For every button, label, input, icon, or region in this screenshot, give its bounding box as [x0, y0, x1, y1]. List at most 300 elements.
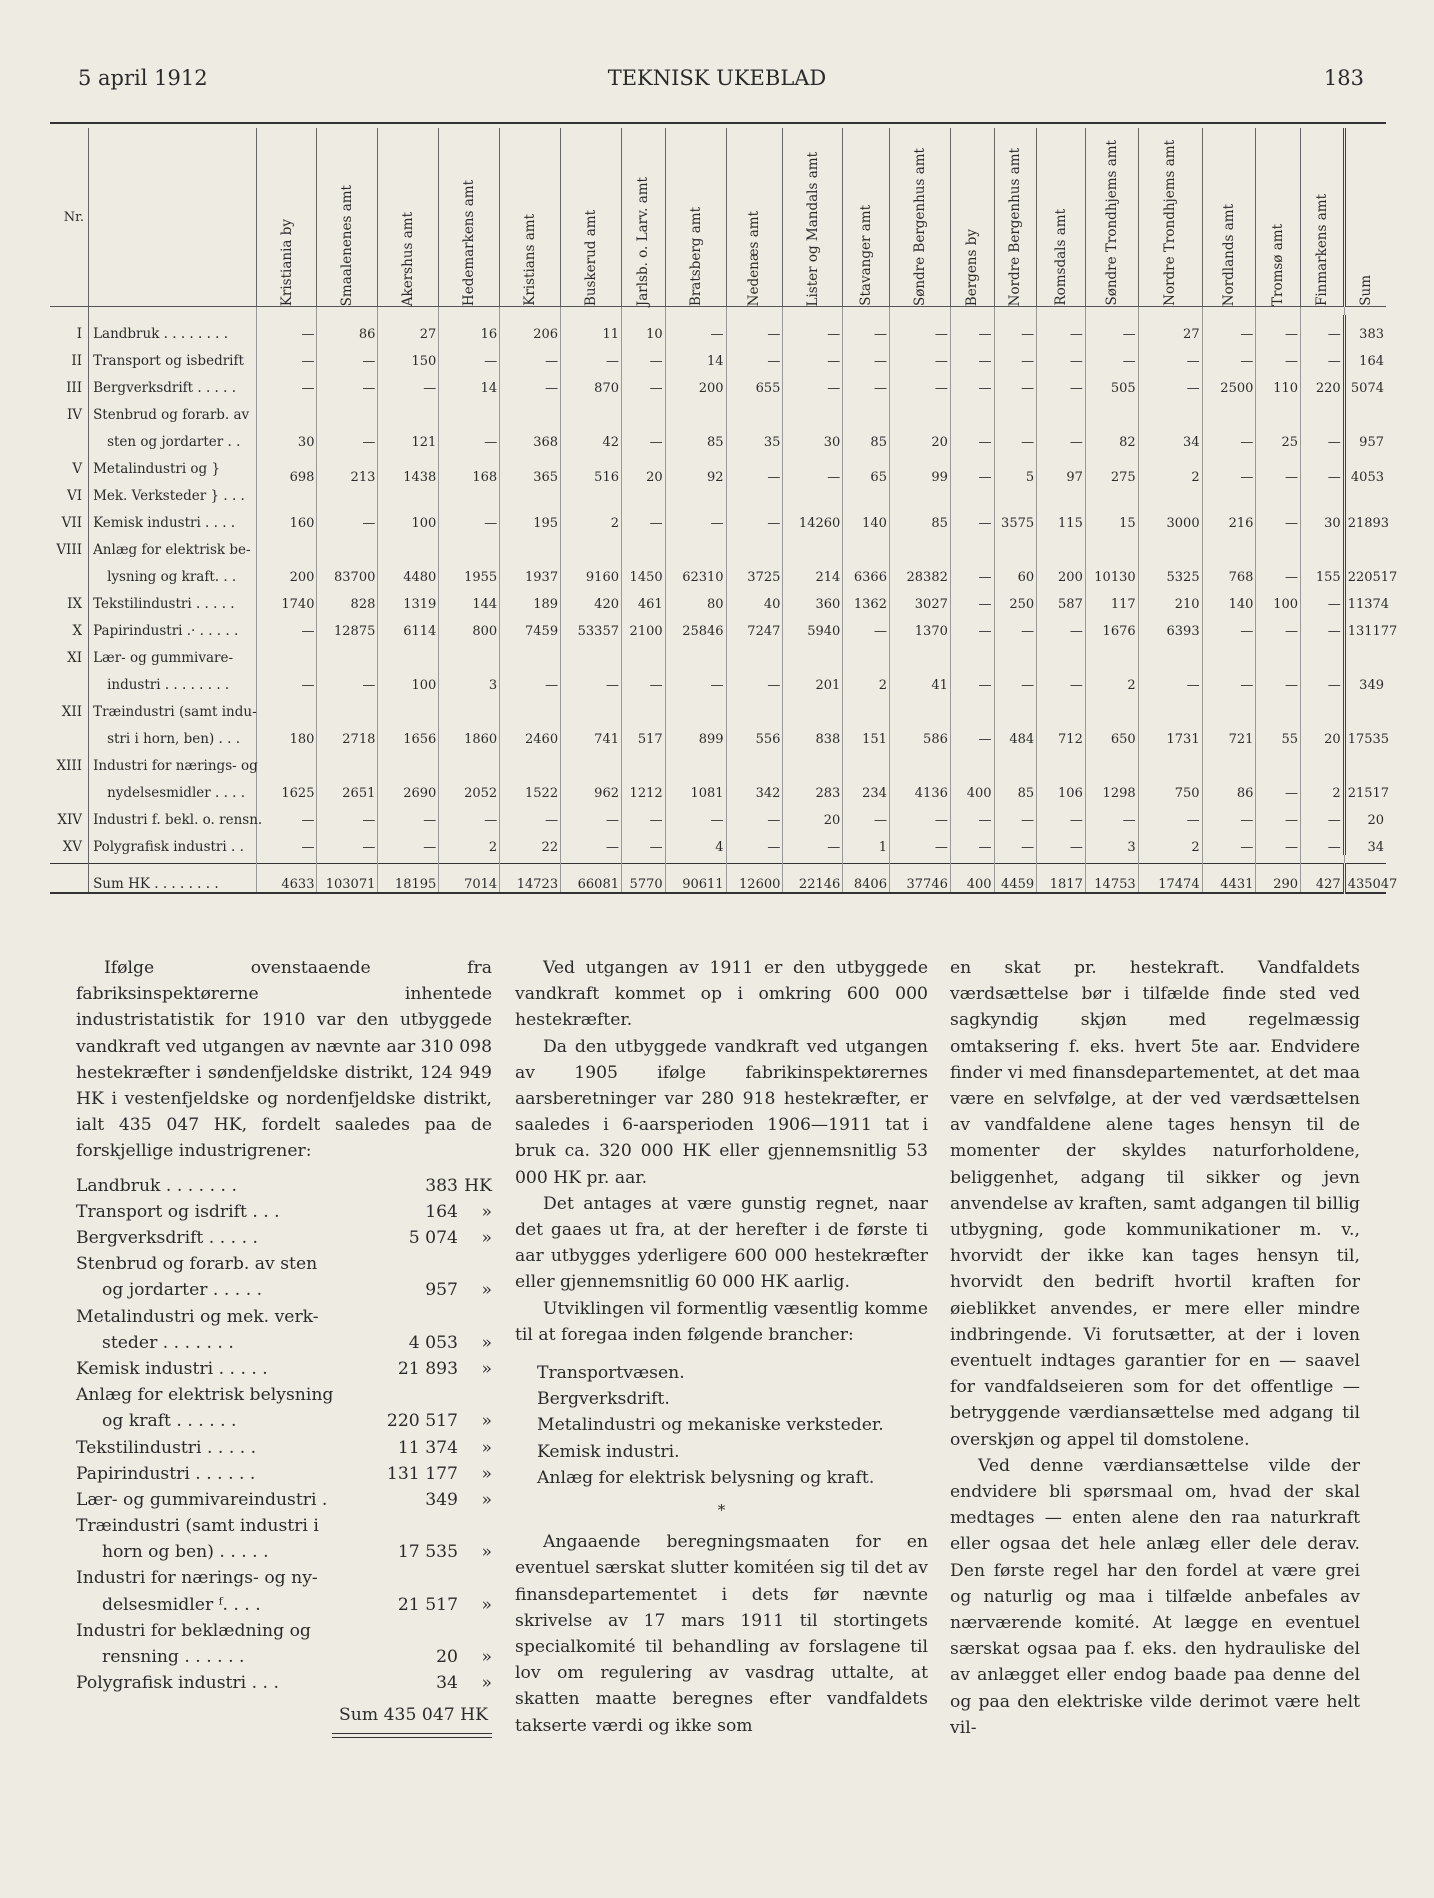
table-cell: 1731	[1138, 720, 1202, 747]
journal-title: TEKNISK UKEBLAD	[607, 66, 827, 90]
table-cell	[500, 639, 561, 666]
table-cell	[561, 747, 622, 774]
sum-cell: 1817	[1037, 864, 1086, 894]
table-cell: —	[783, 315, 843, 342]
list-item-unit	[458, 1304, 492, 1330]
row-label: Metalindustri og }	[89, 450, 257, 477]
table-cell: 2	[561, 504, 622, 531]
table-row	[50, 531, 1386, 558]
table-cell	[783, 531, 843, 558]
branch-item: Transportvæsen.	[537, 1363, 685, 1384]
table-cell	[1138, 396, 1202, 423]
table-cell: 11	[561, 315, 622, 342]
list-item-value: 220 517	[386, 1411, 458, 1432]
sum-label: Sum HK . . . . . . . .	[89, 864, 257, 894]
table-cell	[950, 396, 994, 423]
table-cell: 14	[439, 369, 500, 396]
table-cell: 4136	[889, 774, 950, 801]
table-cell: 168	[439, 450, 500, 504]
table-cell: 201	[783, 666, 843, 693]
col2-paragraph-1: Ved utgangen av 1911 er den utbyggede vandkraft kommet op i omkring 600 000 hestekræfter.	[515, 958, 928, 1031]
table-cell: 2460	[500, 720, 561, 747]
table-cell: 17535	[1344, 720, 1386, 747]
column-header	[378, 128, 439, 307]
list-item-label: Kemisk industri . . . . .	[76, 1358, 268, 1379]
intro-paragraph: Ifølge ovenstaaende fra fabriksinspektørerne inhentede industristatistik for 1910 var den utbyggede vandkraft ved utgangen av nævnte aar 310 098 hestekræfter i søndenfjeldske distrikt, 124 949 HK i vestenfjeldske og nordenfjeldske distrikt, ialt 435 047 HK, fordelt saaledes paa de forskjellige industrigrener:	[76, 958, 492, 1162]
table-cell: 62310	[665, 558, 726, 585]
row-label: Tekstilindustri . . . . .	[89, 585, 257, 612]
table-cell: 1740	[256, 585, 317, 612]
table-cell	[726, 396, 783, 423]
table-cell: —	[1301, 828, 1345, 855]
table-cell: —	[1256, 828, 1301, 855]
statistics-table	[50, 128, 1398, 894]
table-cell: 5074	[1344, 369, 1386, 396]
table-cell	[317, 531, 378, 558]
column-header-text: Nordlands amt	[1220, 203, 1237, 306]
table-cell: 83700	[317, 558, 378, 585]
table-cell	[1085, 396, 1138, 423]
table-cell: 2	[1301, 774, 1345, 801]
list-item-value: 17 535	[397, 1542, 458, 1563]
table-cell	[1301, 396, 1345, 423]
table-cell: —	[726, 801, 783, 828]
column-3	[950, 955, 1360, 1741]
top-rule	[50, 122, 1386, 124]
list-item-value: 21 517	[397, 1594, 458, 1615]
list-item-value: 164	[425, 1201, 458, 1222]
table-cell: —	[561, 666, 622, 693]
table-cell: —	[1037, 423, 1086, 450]
table-cell: —	[1301, 315, 1345, 342]
list-item	[76, 1330, 492, 1356]
table-cell	[378, 639, 439, 666]
branch-item: Bergverksdrift.	[537, 1389, 670, 1410]
table-cell: —	[1256, 612, 1301, 639]
table-cell: 516	[561, 450, 622, 504]
table-cell: —	[1085, 342, 1138, 369]
table-cell	[889, 396, 950, 423]
table-cell: 2651	[317, 774, 378, 801]
table-row	[50, 369, 1386, 396]
sum-cell: 37746	[889, 864, 950, 894]
table-cell: —	[1037, 801, 1086, 828]
table-cell: 42	[561, 423, 622, 450]
sum-row	[50, 864, 1386, 894]
table-cell	[1256, 639, 1301, 666]
column-header-text: Romsdals amt	[1053, 209, 1069, 306]
table-cell: 106	[1037, 774, 1086, 801]
table-cell: —	[500, 342, 561, 369]
table-cell: 25	[1256, 423, 1301, 450]
table-cell: 283	[783, 774, 843, 801]
sum-cell: 290	[1256, 864, 1301, 894]
table-cell	[665, 396, 726, 423]
table-cell: 41	[889, 666, 950, 693]
table-cell	[1301, 747, 1345, 774]
table-cell: —	[1202, 423, 1256, 450]
table-row	[50, 747, 1386, 774]
row-number	[50, 774, 89, 801]
table-cell: 1212	[622, 774, 666, 801]
table-cell: 1298	[1085, 774, 1138, 801]
table-cell: —	[994, 315, 1037, 342]
table-cell: 85	[889, 504, 950, 531]
list-item-value: 349	[425, 1489, 458, 1510]
table-cell: —	[1138, 666, 1202, 693]
table-cell	[1344, 639, 1386, 666]
table-cell: 86	[317, 315, 378, 342]
table-cell	[1037, 747, 1086, 774]
col2-paragraph-5: Angaaende beregningsmaaten for en eventuel særskat slutter komitéen sig til det av finansdepartementet i dets før nævnte skrivelse av 17 mars 1911 til stortingets specialkomité til behandling av forslagene til lov om regulering av vasdrag uttalte, at skatten maatte beregnes efter vandfaldets takserte værdi og ikke som	[515, 1532, 928, 1736]
table-cell	[726, 693, 783, 720]
branch-item: Metalindustri og mekaniske verksteder.	[537, 1415, 884, 1436]
table-cell: —	[256, 801, 317, 828]
table-cell: —	[950, 666, 994, 693]
table-cell: 650	[1085, 720, 1138, 747]
table-cell: —	[1301, 423, 1345, 450]
list-item-label: og kraft . . . . . .	[102, 1411, 237, 1432]
table-cell: —	[1037, 342, 1086, 369]
table-cell: —	[950, 612, 994, 639]
table-cell: 14	[665, 342, 726, 369]
table-cell	[439, 693, 500, 720]
row-number: XV	[62, 839, 83, 855]
table-cell: 10	[622, 315, 666, 342]
table-cell: —	[726, 315, 783, 342]
list-item	[76, 1644, 492, 1670]
table-cell: 1319	[378, 585, 439, 612]
table-cell: 220	[1301, 369, 1345, 396]
table-cell	[256, 747, 317, 774]
list-item	[76, 1225, 492, 1251]
row-number: X	[72, 623, 83, 639]
list-item	[76, 1487, 492, 1513]
table-cell: —	[439, 423, 500, 450]
table-cell: 11374	[1344, 585, 1386, 612]
list-item-value	[378, 1382, 458, 1408]
table-cell: 349	[1344, 666, 1386, 693]
table-cell: 180	[256, 720, 317, 747]
table-cell	[500, 396, 561, 423]
list-item-label: rensning . . . . . .	[102, 1647, 245, 1667]
row-label: Industri f. bekl. o. rensn.	[89, 801, 257, 828]
col3-paragraph-1: en skat pr. hestekraft. Vandfaldets værdsættelse bør i tilfælde finde sted ved sagkyndig skjøn med regelmæssig omtaksering f. eks. hvert 5te aar. Endvidere finder vi med finansdepartementet, at det maa være en selvfølge, at der ved værdsættelsen av vandfaldene alene tages hensyn til de momenter der skyldes naturforholdene, beliggenhet, adgang til sikker og jevn anvendelse av kraften, samt adgangen til billig utbygning, gode kommunikationer m. v., hvorvidt der ikke kan tages hensyn til, hvorvidt den bedrift hvortil kraften for øieblikket anvendes, er mere eller mindre indbringende. Vi forutsætter, at der i loven eventuelt indtages garantier for en — saavel for vandfaldseieren som for det offentlige — betryggende værdiansættelse med adgang til overskjøn og appel til domstolene.	[950, 958, 1360, 1450]
column-header	[726, 128, 783, 307]
column-header	[783, 128, 843, 307]
row-number: VIII	[56, 542, 83, 558]
table-cell: 234	[843, 774, 890, 801]
table-cell: —	[843, 369, 890, 396]
table-cell: 20	[783, 801, 843, 828]
table-cell: 5325	[1138, 558, 1202, 585]
list-item-value: 20	[436, 1647, 458, 1667]
table-cell: 164	[1344, 342, 1386, 369]
table-cell	[1256, 531, 1301, 558]
table-cell: —	[665, 666, 726, 693]
table-header-row	[50, 128, 1386, 307]
table-cell: —	[665, 801, 726, 828]
table-cell: —	[843, 801, 890, 828]
table-cell: —	[843, 342, 890, 369]
table-cell: —	[1256, 342, 1301, 369]
column-header	[1202, 128, 1256, 307]
list-item-unit: »	[481, 1673, 492, 1694]
table-cell	[622, 747, 666, 774]
section-divider: *	[717, 1501, 726, 1520]
column-header-text: Smaalenenes amt	[339, 184, 356, 306]
column-header-text: Finmarkens amt	[1313, 193, 1330, 306]
table-cell	[1301, 639, 1345, 666]
table-cell: 213	[317, 450, 378, 504]
table-cell	[1202, 747, 1256, 774]
table-cell	[622, 396, 666, 423]
table-cell: 962	[561, 774, 622, 801]
col3-paragraph-2: Ved denne værdiansættelse vilde der endvidere bli spørsmaal om, hvad der skal medtages — enten alene den raa naturkraft eller ogsaa det hele anlæg eller dele derav. Den første regel har den fordel at være grei og naturlig og maa i tilfælde anbefales av nærværende komité. At lægge en eventuel særskat ogsaa paa f. eks. den hydrauliske del av anlægget eller endog baade paa denne del og paa den elektriske vilde derimot være helt vil-	[950, 1455, 1360, 1738]
column-header-text: Søndre Bergenhus amt	[911, 147, 928, 306]
list-item-label: Træindustri (samt industri i	[76, 1516, 319, 1537]
table-cell: —	[843, 315, 890, 342]
table-cell: 30	[1301, 504, 1345, 531]
industry-list	[76, 1173, 492, 1697]
row-number: V	[72, 461, 83, 477]
table-cell: —	[783, 828, 843, 855]
table-cell: 20	[1301, 720, 1345, 747]
table-cell: —	[439, 342, 500, 369]
table-cell	[843, 396, 890, 423]
table-cell: —	[1037, 666, 1086, 693]
column-header	[1301, 128, 1345, 307]
sum-cell: 66081	[561, 864, 622, 894]
column-header	[500, 128, 561, 307]
table-cell: 85	[843, 423, 890, 450]
table-cell	[317, 693, 378, 720]
table-cell: 2	[439, 828, 500, 855]
table-cell	[843, 639, 890, 666]
row-label: Landbruk . . . . . . . .	[89, 315, 257, 342]
table-cell	[1202, 693, 1256, 720]
table-cell: 16	[439, 315, 500, 342]
column-header-text: Bergens by	[964, 228, 981, 306]
sum-cell: 14723	[500, 864, 561, 894]
list-item	[76, 1199, 492, 1225]
table-row	[50, 801, 1386, 828]
table-cell: 484	[994, 720, 1037, 747]
table-cell: 151	[843, 720, 890, 747]
table-cell	[994, 396, 1037, 423]
column-header	[317, 128, 378, 307]
table-cell: 22	[500, 828, 561, 855]
list-item	[76, 1382, 492, 1408]
table-cell	[439, 396, 500, 423]
table-cell: 34	[1138, 423, 1202, 450]
table-cell: —	[1037, 369, 1086, 396]
list-item-unit: »	[481, 1594, 492, 1615]
column-header-text: Akershus amt	[400, 211, 417, 306]
table-cell: 35	[726, 423, 783, 450]
table-cell: 1656	[378, 720, 439, 747]
table-cell: 5	[994, 450, 1037, 504]
list-item-label: horn og ben) . . . . .	[102, 1542, 269, 1563]
table-cell: 4480	[378, 558, 439, 585]
table-row	[50, 720, 1386, 747]
table-cell: —	[726, 828, 783, 855]
row-number: IX	[67, 596, 83, 612]
row-label: Kemisk industri . . . .	[89, 504, 257, 531]
table-cell	[622, 639, 666, 666]
table-cell	[500, 693, 561, 720]
table-cell: 2718	[317, 720, 378, 747]
sum-cell: 5770	[622, 864, 666, 894]
table-cell	[889, 693, 950, 720]
row-label: sten og jordarter . .	[89, 423, 257, 450]
list-item	[76, 1565, 492, 1591]
table-cell: 131177	[1344, 612, 1386, 639]
table-cell: —	[950, 828, 994, 855]
table-cell: —	[950, 504, 994, 531]
table-cell: —	[994, 801, 1037, 828]
column-header	[439, 128, 500, 307]
table-cell: 586	[889, 720, 950, 747]
table-cell: —	[256, 828, 317, 855]
sum-cell: 4459	[994, 864, 1037, 894]
table-cell	[726, 639, 783, 666]
column-header-text: Lister og Mandals amt	[804, 151, 821, 306]
table-cell	[1256, 396, 1301, 423]
list-item-unit: »	[481, 1437, 492, 1458]
table-cell: 65	[843, 450, 890, 504]
column-header-text: Jarlsb. o. Larv. amt	[635, 176, 652, 306]
sum-cell: 4431	[1202, 864, 1256, 894]
table-cell: —	[1037, 315, 1086, 342]
table-cell: 1522	[500, 774, 561, 801]
table-cell: 30	[783, 423, 843, 450]
table-cell: 200	[256, 558, 317, 585]
table-cell: 85	[994, 774, 1037, 801]
table-cell: —	[1202, 828, 1256, 855]
row-label: Industri for nærings- og	[89, 747, 257, 774]
sum-cell: 400	[950, 864, 994, 894]
table-cell	[1085, 747, 1138, 774]
table-row	[50, 342, 1386, 369]
column-1	[76, 955, 492, 1738]
row-label: Papirindustri .· . . . . .	[89, 612, 257, 639]
table-cell: —	[726, 504, 783, 531]
table-cell: —	[622, 504, 666, 531]
table-cell: 200	[665, 369, 726, 396]
table-cell: 870	[561, 369, 622, 396]
table-cell: 383	[1344, 315, 1386, 342]
table-cell: 27	[378, 315, 439, 342]
table-cell: 3575	[994, 504, 1037, 531]
column-header	[1344, 128, 1386, 307]
table-row	[50, 315, 1386, 342]
column-header	[1256, 128, 1301, 307]
row-label: Træindustri (samt indu-	[89, 693, 257, 720]
table-cell: 1370	[889, 612, 950, 639]
list-item-unit	[458, 1382, 492, 1408]
list-item-value: 5 074	[408, 1228, 458, 1248]
table-cell: —	[256, 315, 317, 342]
table-cell	[439, 531, 500, 558]
table-cell: 25846	[665, 612, 726, 639]
row-number: VI	[66, 488, 83, 504]
table-cell: 110	[1256, 369, 1301, 396]
table-cell: 21893	[1344, 504, 1386, 531]
table-cell: 838	[783, 720, 843, 747]
column-header-text: Buskerud amt	[583, 209, 600, 306]
table-cell	[317, 396, 378, 423]
table-cell: —	[317, 801, 378, 828]
list-item-value	[378, 1618, 458, 1644]
table-cell: 698	[256, 450, 317, 504]
table-cell: —	[378, 828, 439, 855]
sum-cell: 14753	[1085, 864, 1138, 894]
table-cell: 1438	[378, 450, 439, 504]
list-item-label: Bergverksdrift . . . . .	[76, 1228, 258, 1248]
list-item-unit: »	[481, 1647, 492, 1667]
table-cell	[994, 693, 1037, 720]
list-item-label: Industri for beklædning og	[76, 1620, 311, 1641]
table-cell: 10130	[1085, 558, 1138, 585]
table-cell: —	[1301, 612, 1345, 639]
table-cell: —	[994, 423, 1037, 450]
col2-paragraph-4: Utviklingen vil formentlig væsentlig komme til at foregaa inden følgende brancher:	[515, 1298, 928, 1345]
column-header	[950, 128, 994, 307]
table-cell: —	[665, 315, 726, 342]
table-cell: 99	[889, 450, 950, 504]
table-cell: 55	[1256, 720, 1301, 747]
table-cell	[1037, 693, 1086, 720]
table-cell: —	[1202, 315, 1256, 342]
table-cell: 2500	[1202, 369, 1256, 396]
row-label: Bergverksdrift . . . . .	[89, 369, 257, 396]
table-row	[50, 666, 1386, 693]
table-cell: —	[1138, 342, 1202, 369]
column-header	[665, 128, 726, 307]
table-cell: 2100	[622, 612, 666, 639]
table-cell	[783, 747, 843, 774]
table-cell: 210	[1138, 585, 1202, 612]
table-cell	[1256, 747, 1301, 774]
row-label: Stenbrud og forarb. av	[89, 396, 257, 423]
table-cell: —	[889, 828, 950, 855]
column-header-text: Bratsberg amt	[687, 206, 704, 306]
sum-cell: 103071	[317, 864, 378, 894]
row-label: Mek. Verksteder } . . .	[89, 477, 257, 504]
list-item-unit: »	[481, 1280, 492, 1301]
table-cell: —	[889, 369, 950, 396]
list-item-label: Lær- og gummivareindustri .	[76, 1489, 328, 1510]
table-cell: —	[1202, 666, 1256, 693]
table-cell: 20	[889, 423, 950, 450]
column-header	[1037, 128, 1086, 307]
column-header-text: Kristiania by	[278, 218, 295, 306]
table-cell	[256, 396, 317, 423]
table-cell: —	[1138, 369, 1202, 396]
table-cell	[1037, 639, 1086, 666]
table-row	[50, 639, 1386, 666]
table-cell: 140	[1202, 585, 1256, 612]
row-number	[50, 666, 89, 693]
table-cell: 368	[500, 423, 561, 450]
table-cell: —	[950, 720, 994, 747]
sum-cell: 8406	[843, 864, 890, 894]
table-row	[50, 693, 1386, 720]
table-cell: —	[994, 369, 1037, 396]
table-cell: 7459	[500, 612, 561, 639]
table-cell	[1301, 531, 1345, 558]
